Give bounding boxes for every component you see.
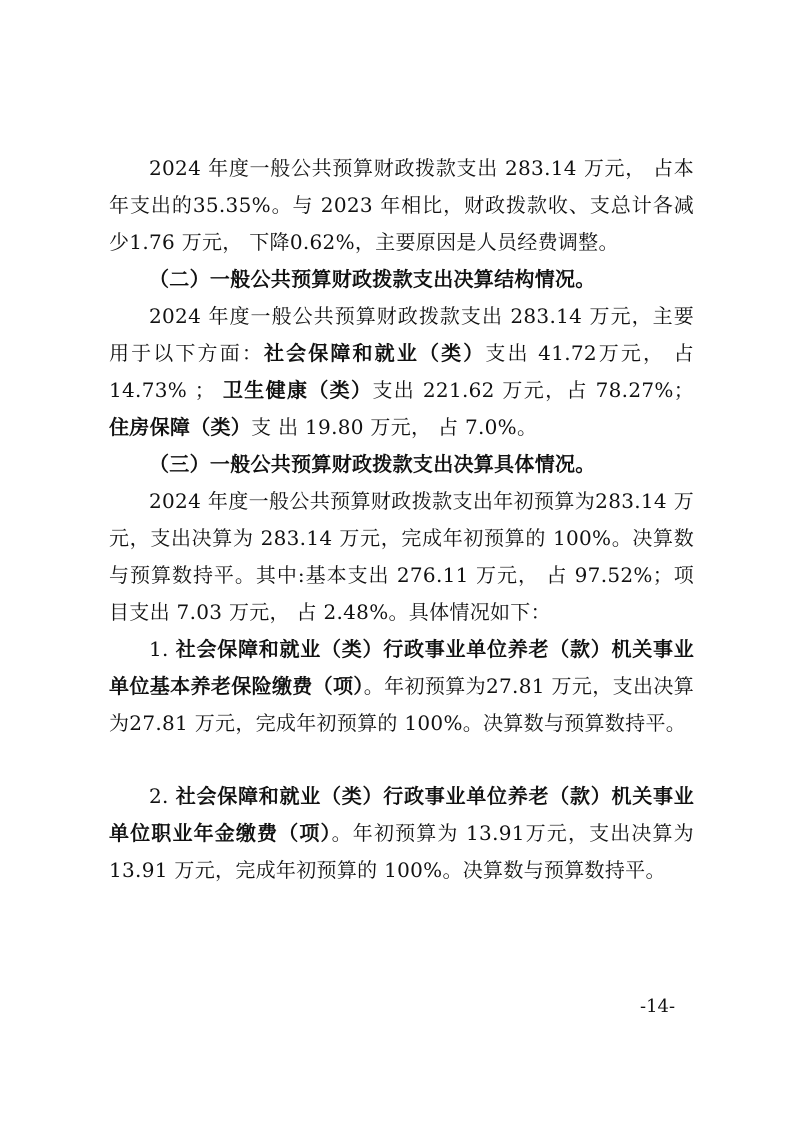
detail-item-1-number: 1. xyxy=(149,637,176,661)
detail-item-2-number: 2. xyxy=(149,784,176,808)
category-health: 卫生健康（类） xyxy=(222,378,373,402)
category-housing-amount: 支 出 19.80 万元， 占 7.0%。 xyxy=(251,415,538,439)
detail-item-2-text: 。年初预算为 13.91万元，支出决算为 13.91 万元，完成年初预算的 100%。决算数与预算数持平。 xyxy=(109,821,694,882)
structure-intro: 2024 年度一般公共预算财政拨款支出 283.14 万元，主要用于以下方面： xyxy=(109,304,694,365)
paragraph-expenditure-structure xyxy=(109,298,694,446)
detail-item-1-text: 。年初预算为27.81 万元，支出决算为27.81 万元，完成年初预算的 100%。决算数与预算数持平。 xyxy=(109,674,694,735)
category-social-security: 社会保障和就业（类） xyxy=(263,341,486,365)
section-heading-structure: （二）一般公共预算财政拨款支出决算结构情况。 xyxy=(149,267,596,291)
detail-item-2 xyxy=(109,778,694,889)
category-housing: 住房保障（类） xyxy=(109,415,252,439)
page-number: -14- xyxy=(640,996,676,1017)
detail-item-1 xyxy=(109,631,694,742)
category-health-amount: 支出 221.62 万元，占 78.27%； xyxy=(372,378,694,402)
paragraph-expenditure-summary: 2024 年度一般公共预算财政拨款支出 283.14 万元， 占本年支出的35.35%。与 2023 年相比，财政拨款收、支总计各减少1.76 万元， 下降0.62%，主要原因是人员经费调整。 xyxy=(109,156,694,254)
detail-item-1-title: 社会保障和就业（类）行政事业单位养老（款）机关事业单位基本养老保险缴费（项） xyxy=(109,637,695,698)
category-social-security-amount: 支出 41.72万元， 占14.73% ； xyxy=(109,341,694,402)
detail-item-2-title: 社会保障和就业（类）行政事业单位养老（款）机关事业单位职业年金缴费（项） xyxy=(109,784,695,845)
section-heading-details: （三）一般公共预算财政拨款支出决算具体情况。 xyxy=(149,452,596,476)
paragraph-expenditure-details: 2024 年度一般公共预算财政拨款支出年初预算为283.14 万元，支出决算为 283.14 万元，完成年初预算的 100%。决算数与预算数持平。其中:基本支出 276.11 万元， 占 97.52%；项目支出 7.03 万元， 占 2.48%。具体情况如下： xyxy=(109,489,694,624)
